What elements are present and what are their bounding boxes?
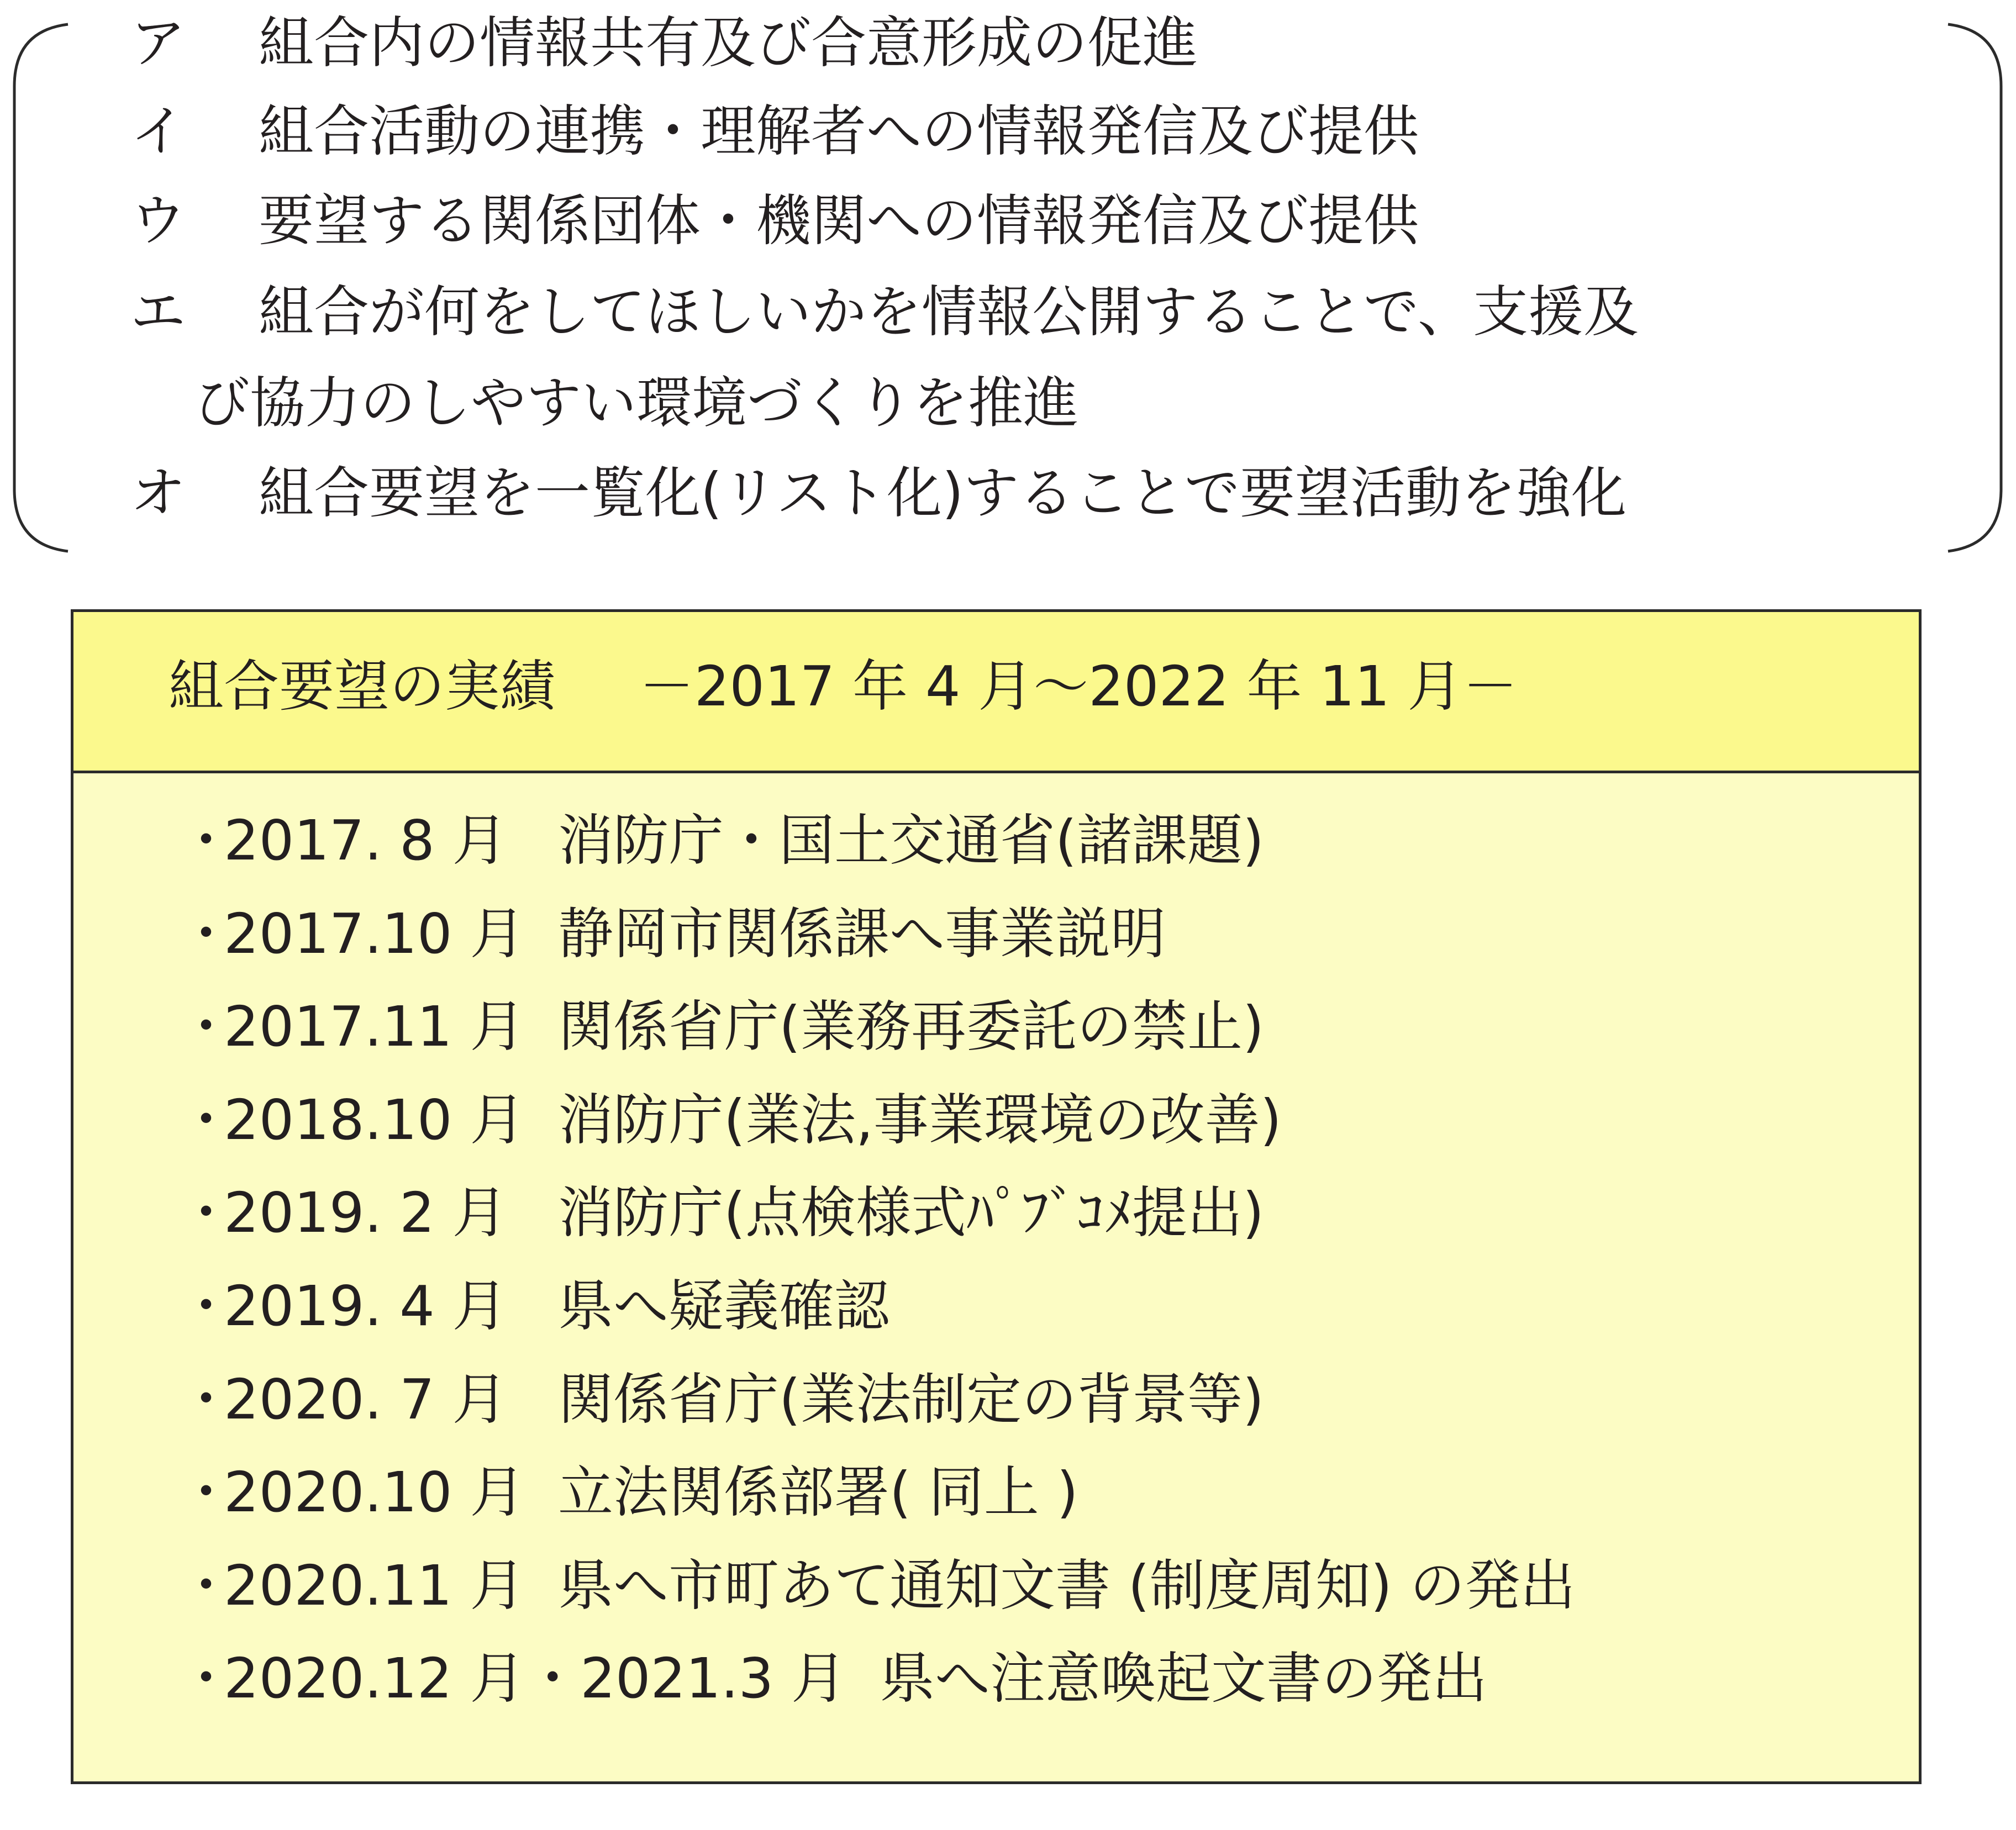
goal-item-e-continuation: び協力のしやすい環境づくりを推進 bbox=[194, 371, 1078, 435]
list-item bbox=[178, 1632, 1576, 1726]
record-date: 2020.12 月・2021.3 月 bbox=[224, 1646, 847, 1711]
goal-text: 要望する関係団体・機関への情報発信及び提供 bbox=[259, 188, 1419, 253]
record-desc: 消防庁(業法,事業環境の改善) bbox=[558, 1087, 1282, 1152]
goal-text: 組合が何をしてほしいかを情報公開することで、支援及 bbox=[259, 279, 1639, 344]
bullet: ・ bbox=[178, 994, 234, 1059]
bullet: ・ bbox=[178, 1180, 234, 1246]
bullet: ・ bbox=[178, 808, 234, 873]
goal-item-a bbox=[130, 2, 1198, 85]
results-title bbox=[169, 645, 1518, 728]
list-item bbox=[178, 1167, 1576, 1260]
record-desc: 関係省庁(業法制定の背景等) bbox=[558, 1367, 1265, 1432]
results-box bbox=[71, 609, 1922, 1784]
record-date: 2020.10 月 bbox=[224, 1460, 525, 1525]
goal-mark: エ bbox=[130, 279, 186, 344]
record-date: 2017. 8 月 bbox=[224, 808, 508, 873]
list-item bbox=[178, 794, 1576, 888]
record-desc: 消防庁・国土交通省(諸課題) bbox=[558, 808, 1265, 873]
goal-item-i bbox=[130, 90, 1419, 173]
goal-mark: ウ bbox=[130, 188, 186, 253]
bullet: ・ bbox=[178, 1646, 234, 1711]
record-desc: 消防庁(点検様式ﾊﾟﾌﾞｺﾒ提出) bbox=[558, 1180, 1265, 1246]
bullet: ・ bbox=[178, 901, 234, 966]
record-desc: 県へ市町あて通知文書 (制度周知) の発出 bbox=[558, 1553, 1576, 1618]
record-date: 2020.11 月 bbox=[224, 1553, 525, 1618]
results-header bbox=[73, 612, 1919, 773]
list-item bbox=[178, 1539, 1576, 1633]
results-period: －2017 年 4 月～2022 年 11 月－ bbox=[639, 654, 1518, 719]
list-item bbox=[178, 1074, 1576, 1167]
record-desc: 静岡市関係課へ事業説明 bbox=[558, 901, 1166, 966]
list-item bbox=[178, 1446, 1576, 1539]
list-item bbox=[178, 1260, 1576, 1353]
record-date: 2019. 4 月 bbox=[224, 1273, 508, 1338]
goal-mark: イ bbox=[130, 99, 186, 164]
bullet: ・ bbox=[178, 1273, 234, 1338]
record-desc: 県へ疑義確認 bbox=[558, 1273, 889, 1338]
record-desc: 関係省庁(業務再委託の禁止) bbox=[558, 994, 1265, 1059]
list-item bbox=[178, 1353, 1576, 1447]
goals-list bbox=[130, 0, 1954, 552]
record-date: 2017.11 月 bbox=[224, 994, 525, 1059]
record-date: 2019. 2 月 bbox=[224, 1180, 508, 1246]
record-desc: 県へ注意喚起文書の発出 bbox=[880, 1646, 1488, 1711]
bullet: ・ bbox=[178, 1087, 234, 1152]
bullet: ・ bbox=[178, 1367, 234, 1432]
record-date: 2020. 7 月 bbox=[224, 1367, 508, 1432]
record-date: 2018.10 月 bbox=[224, 1087, 525, 1152]
results-title-text: 組合要望の実績 bbox=[169, 654, 555, 719]
goal-text: 組合活動の連携・理解者への情報発信及び提供 bbox=[259, 99, 1419, 164]
goal-mark: ア bbox=[130, 10, 186, 75]
goal-item-o bbox=[130, 452, 1627, 535]
list-item bbox=[178, 980, 1576, 1074]
goal-text: 組合内の情報共有及び合意形成の促進 bbox=[259, 10, 1198, 75]
goal-item-u bbox=[130, 180, 1419, 262]
bullet: ・ bbox=[178, 1460, 234, 1525]
record-desc: 立法関係部署( 同上 ) bbox=[558, 1460, 1078, 1525]
record-date: 2017.10 月 bbox=[224, 901, 525, 966]
list-item bbox=[178, 888, 1576, 981]
record-list bbox=[178, 794, 1576, 1726]
goal-item-e bbox=[130, 271, 1639, 354]
bullet: ・ bbox=[178, 1553, 234, 1618]
goal-mark: オ bbox=[130, 461, 186, 525]
goal-text: 組合要望を一覧化(リスト化)することで要望活動を強化 bbox=[259, 461, 1627, 525]
